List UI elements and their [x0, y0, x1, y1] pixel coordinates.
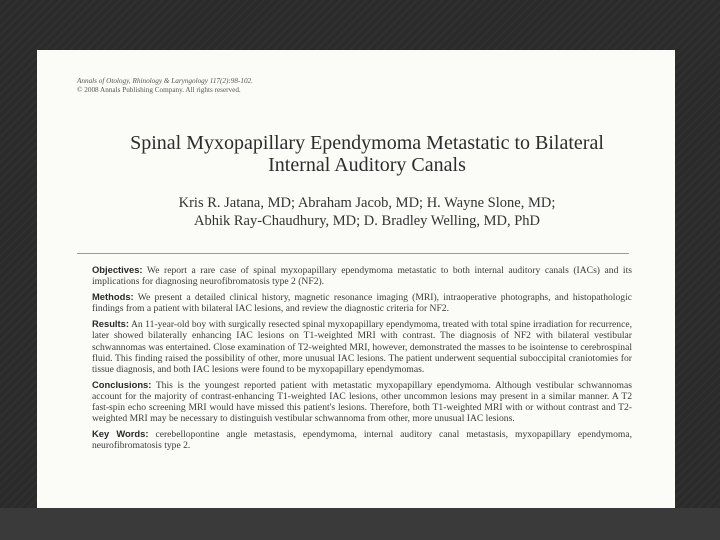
section-heading: Key Words: — [92, 428, 149, 440]
section-heading: Results: — [92, 318, 129, 330]
paper-page — [37, 50, 675, 508]
abstract — [92, 264, 632, 455]
abstract-objectives — [92, 264, 632, 287]
author-list — [77, 194, 657, 230]
section-text: We report a rare case of spinal myxopapillary ependymoma metastatic to both internal auditory canals (IACs) and its implications for diagnosing neurofibromatosis type 2 (NF2). — [92, 265, 632, 288]
section-text: This is the youngest reported patient with metastatic myxopapillary ependymoma. Although vestibular schwannomas account for the majority of contrast-enhancing T1-weighted IAC lesions, other uncommon lesions may present in a similar manner. A T2 fast-spin echo screening MRI would have missed this patient's lesions. Therefore, both T1-weighted MRI with or without contrast and T2-weighted MRI may be necessary to distinguish vestibular schwannoma from other, more unusual IAC lesions. — [92, 379, 633, 425]
section-text: We present a detailed clinical history, magnetic resonance imaging (MRI), intraoperative photographs, and histopathologic findings from a patient with bilateral IAC lesions, and review the diagnostic criteria for NF2. — [92, 292, 632, 315]
title-divider — [77, 253, 629, 254]
section-heading: Methods: — [92, 291, 134, 303]
abstract-conclusions — [92, 379, 632, 424]
section-heading: Conclusions: — [92, 378, 152, 390]
author-line-2: Abhik Ray-Chaudhury, MD; D. Bradley Welling, MD, PhD — [193, 213, 540, 229]
abstract-keywords — [92, 428, 632, 451]
section-heading: Objectives: — [92, 264, 143, 275]
author-line-1: Kris R. Jatana, MD; Abraham Jacob, MD; H. Wayne Slone, MD; — [178, 195, 556, 211]
bottom-band — [0, 508, 720, 540]
section-text: An 11-year-old boy with surgically resected spinal myxopapillary ependymoma, treated with total spine irradiation for recurrence, later showed bilaterally enhancing IAC lesions on T1-weighted MRI with contrast. The diagnosis of NF2 with bilateral vestibular schwannomas was entertained. Close examination of T2-weighted MRI, however, demonstrated the masses to be isointense to cerebrospinal fluid. This finding raised the possibility of other, more unusual IAC lesions. The patient underwent sequential suboccipital craniotomies for tissue diagnosis, and both IAC lesions were found to be myxopapillary ependymomas. — [92, 319, 632, 375]
copyright-line: © 2008 Annals Publishing Company. All rights reserved. — [77, 86, 241, 94]
section-text: cerebellopontine angle metastasis, ependymoma, internal auditory canal metastasis, myxopapillary ependymoma, neurofibromatosis type 2. — [92, 429, 632, 452]
paper-title-line-2: Internal Auditory Canals — [268, 154, 466, 176]
journal-citation — [77, 77, 253, 95]
paper-title-line-1: Spinal Myxopapillary Ependymoma Metastatic to Bilateral — [130, 132, 604, 154]
paper-title — [77, 132, 657, 176]
abstract-results — [92, 318, 632, 374]
journal-citation-line: Annals of Otology, Rhinology & Laryngology 117(2):98-102. — [77, 77, 253, 85]
abstract-methods — [92, 291, 632, 314]
